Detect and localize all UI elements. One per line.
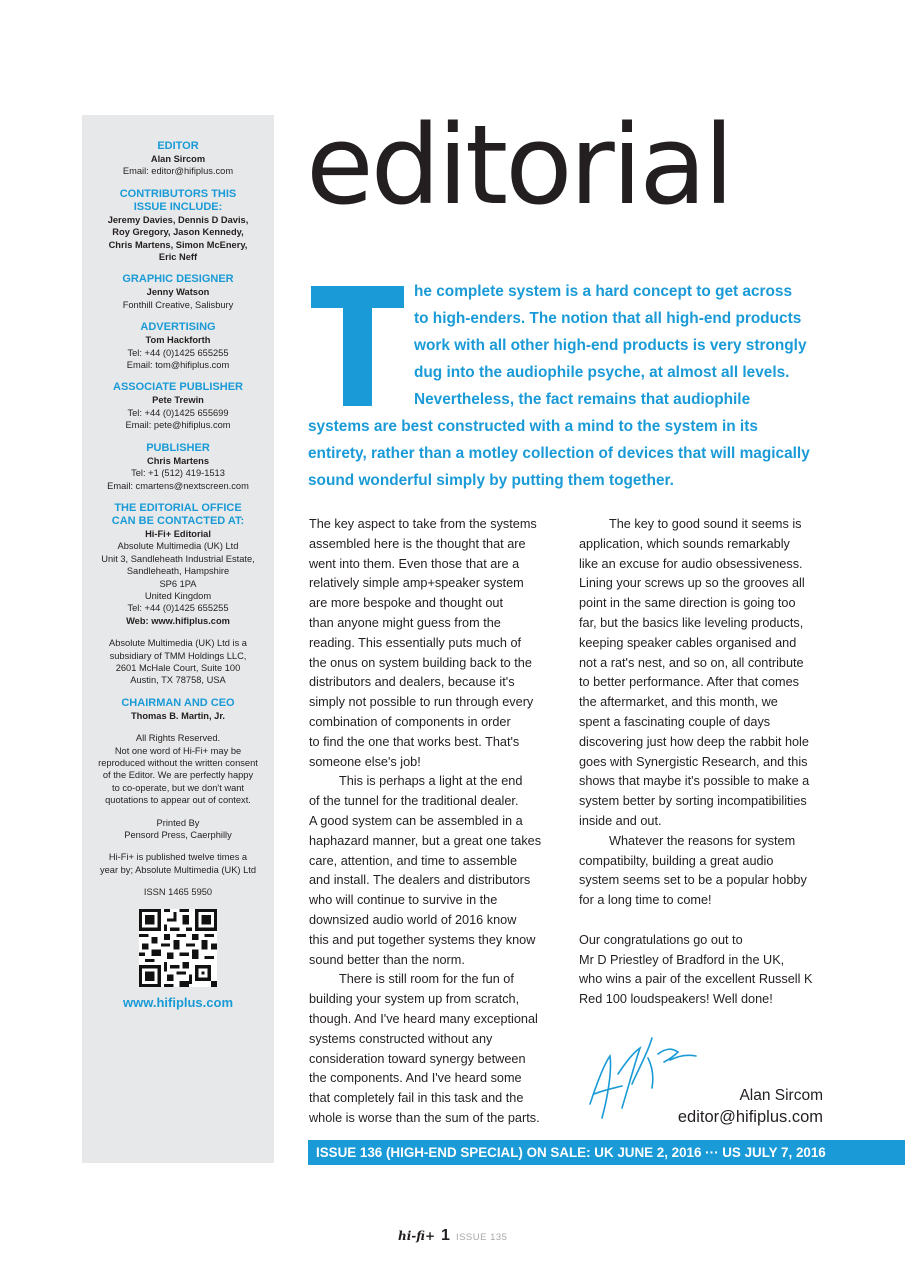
issn: ISSN 1465 5950 [143, 887, 213, 898]
intro-standfirst [308, 278, 828, 494]
body-line: far, but the basics like leveling products, [579, 615, 804, 630]
rights-line: reproduced without the written consent [98, 758, 258, 768]
body-line: whole is worse than the sum of the parts. [309, 1110, 540, 1125]
office-line: Absolute Multimedia (UK) Ltd [117, 541, 239, 552]
body-line: are more bespoke and thought out [309, 596, 503, 611]
subsidiary-line: subsidiary of TMM Holdings LLC, [109, 650, 247, 661]
issue-number: ISSUE 135 [455, 1232, 508, 1243]
published-line: year by; Absolute Multimedia (UK) Ltd [99, 864, 257, 875]
intro-line: dug into the audiophile psyche, at almost all levels. [414, 364, 790, 381]
intro-line: to high-enders. The notion that all high-end products [414, 310, 802, 327]
publisher-tel: Tel: +1 (512) 419-1513 [131, 468, 225, 479]
intro-line: entirety, rather than a motley collection of devices that will magically [308, 445, 810, 462]
intro-line: he complete system is a hard concept to get across [414, 283, 793, 300]
body-line: that completely fail in this task and the [309, 1091, 524, 1106]
associate-heading: ASSOCIATE PUBLISHER [113, 381, 243, 394]
subsidiary-line: Absolute Multimedia (UK) Ltd is a [109, 638, 247, 649]
body-line: to better performance. After that comes [579, 675, 800, 690]
body-line: sound better than the norm. [309, 952, 465, 967]
publisher-heading: PUBLISHER [146, 441, 210, 454]
advertising-tel: Tel: +44 (0)1425 655255 [127, 347, 229, 358]
office-line: Tel: +44 (0)1425 655255 [127, 603, 229, 614]
intro-line: systems are best constructed with a mind to the system in its [308, 418, 758, 435]
publisher-name: Chris Martens [147, 455, 209, 466]
associate-publisher-block [82, 381, 274, 431]
editor-email: Email: editor@hifiplus.com [122, 166, 234, 177]
body-line: and install. The dealers and distributors [309, 873, 531, 888]
website-link[interactable]: www.hifiplus.com [122, 994, 234, 1010]
body-line: There is still room for the fun of [339, 972, 514, 987]
body-line: went into them. Even those that are a [309, 556, 520, 571]
body-line: goes with Synergistic Research, and this [579, 754, 808, 769]
body-line: point in the same direction is going too [579, 596, 796, 611]
associate-name: Pete Trewin [152, 395, 204, 406]
body-line: of the tunnel for the traditional dealer. [309, 794, 519, 809]
subsidiary-block [82, 637, 274, 687]
rights-line: of the Editor. We are perfectly happy [102, 770, 254, 781]
editor-name: Alan Sircom [150, 154, 206, 164]
contributor-line: Roy Gregory, Jason Kennedy, [112, 227, 244, 238]
body-line: Mr D Priestley of Bradford in the UK, [579, 952, 785, 967]
contributors-heading-1: CONTRIBUTORS THIS [119, 187, 237, 200]
editor-heading: EDITOR [157, 140, 199, 152]
designer-name: Jenny Watson [146, 287, 210, 298]
intro-line: work with all other high-end products is very strongly [414, 337, 807, 354]
office-line: Sandleheath, Hampshire [126, 566, 230, 577]
page-footer [398, 1227, 507, 1245]
body-line: distributors and dealers, because it's [309, 675, 515, 690]
contributor-line: Eric Neff [158, 252, 198, 263]
body-line: who wins a pair of the excellent Russell K [579, 972, 813, 987]
body-line: discovering just how deep the rabbit hole [579, 734, 809, 749]
next-issue-banner: ISSUE 136 (HIGH-END SPECIAL) ON SALE: UK JUNE 2, 2016 ··· US JULY 7, 2016 [308, 1140, 905, 1165]
office-web: Web: www.hifiplus.com [126, 615, 230, 626]
contributors-block [82, 188, 274, 264]
office-block [82, 502, 274, 627]
body-line: this and put together systems they know [309, 932, 536, 947]
associate-email: Email: pete@hifiplus.com [125, 420, 231, 431]
body-line: like an excuse for audio obsessiveness. [579, 556, 803, 571]
body-line: shows that maybe it's possible to make a [579, 774, 810, 789]
body-line: the aftermarket, and this month, we [579, 695, 778, 710]
body-line: spent a fascinating couple of days [579, 714, 771, 729]
intro-line: Nevertheless, the fact remains that audiophile [414, 391, 751, 408]
body-line: keeping speaker cables organised and [579, 635, 797, 650]
subsidiary-line: 2601 McHale Court, Suite 100 [115, 662, 241, 673]
body-line: assembled here is the thought that are [309, 536, 526, 551]
issn-block [82, 886, 274, 898]
body-line: The key aspect to take from the systems [309, 517, 537, 531]
hifi-plus-logo: hi-fi+ [398, 1229, 436, 1243]
body-line: simply not possible to run through every [309, 695, 534, 710]
body-line: not a rat's nest, and so on, all contribute [579, 655, 804, 670]
body-line: Red 100 loudspeakers! Well done! [579, 992, 773, 1007]
associate-tel: Tel: +44 (0)1425 655699 [127, 407, 229, 418]
contributors-heading-2: ISSUE INCLUDE: [133, 200, 223, 213]
rights-line: All Rights Reserved. [135, 733, 221, 744]
body-line: to find the one that works best. That's [309, 734, 520, 749]
body-line: reading. This essentially puts much of [309, 635, 522, 650]
body-column-2 [579, 515, 831, 1010]
publisher-email: Email: cmartens@nextscreen.com [107, 480, 249, 491]
rights-line: Not one word of Hi-Fi+ may be [114, 745, 242, 756]
advertising-heading: ADVERTISING [140, 321, 216, 334]
body-line: system better by sorting incompatibilities [579, 794, 807, 809]
body-line: building your system up from scratch, [309, 992, 520, 1007]
body-line: inside and out. [579, 813, 662, 828]
body-line: consideration toward synergy between [309, 1051, 526, 1066]
body-line: Whatever the reasons for system [609, 833, 796, 848]
body-line: than anyone might guess from the [309, 615, 501, 630]
body-line [579, 911, 831, 931]
printed-block [82, 817, 274, 842]
office-line: Unit 3, Sandleheath Industrial Estate, [101, 553, 255, 564]
rights-line: quotations to appear out of context. [105, 795, 251, 806]
contributor-line: Jeremy Davies, Dennis D Davis, [107, 214, 249, 225]
body-column-1 [309, 515, 561, 1129]
body-line: though. And I've heard many exceptional [309, 1011, 538, 1026]
masthead-sidebar [82, 115, 274, 1163]
signature-email[interactable]: editor@hifiplus.com [677, 1108, 823, 1126]
body-line: who will continue to survive in the [309, 893, 498, 908]
office-line: SP6 1PA [159, 578, 197, 589]
contributor-line: Chris Martens, Simon McEnery, [108, 239, 248, 250]
subsidiary-line: Austin, TX 78758, USA [130, 675, 226, 686]
advertising-name: Tom Hackforth [145, 335, 211, 346]
designer-company: Fonthill Creative, Salisbury [122, 299, 234, 310]
office-heading-1: THE EDITORIAL OFFICE [114, 501, 242, 514]
publisher-block [82, 442, 274, 492]
page-title: editorial [306, 101, 732, 229]
chairman-name: Thomas B. Martin, Jr. [130, 710, 226, 721]
body-line: relatively simple amp+speaker system [309, 576, 524, 591]
rights-block [82, 732, 274, 806]
printed-line: Pensord Press, Caerphilly [124, 830, 232, 841]
editor-block [82, 140, 274, 178]
body-line: for a long time to come! [579, 893, 712, 908]
body-line: A good system can be assembled in a [309, 813, 523, 828]
chairman-block [82, 697, 274, 722]
published-block [82, 851, 274, 876]
signature-name: Alan Sircom [739, 1087, 823, 1104]
qr-code-icon[interactable] [139, 909, 217, 987]
advertising-email: Email: tom@hifiplus.com [126, 360, 230, 371]
office-line: United Kingdom [144, 590, 212, 601]
body-line: haphazard manner, but a great one takes [309, 833, 542, 848]
body-line: compatibilty, building a great audio [579, 853, 774, 868]
body-line: systems constructed without any [309, 1031, 493, 1046]
office-name: Hi-Fi+ Editorial [145, 528, 211, 539]
body-line: The key to good sound it seems is [609, 517, 802, 531]
body-line: downsized audio world of 2016 know [309, 912, 517, 927]
designer-heading: GRAPHIC DESIGNER [122, 273, 234, 286]
office-heading-2: CAN BE CONTACTED AT: [111, 514, 245, 527]
body-line: Our congratulations go out to [579, 932, 743, 947]
chairman-heading: CHAIRMAN AND CEO [121, 696, 235, 709]
advertising-block [82, 321, 274, 371]
published-line: Hi-Fi+ is published twelve times a [108, 852, 248, 863]
body-line: This is perhaps a light at the end [339, 774, 523, 789]
body-line: the onus on system building back to the [309, 655, 532, 670]
intro-line: sound wonderful simply by putting them together. [308, 472, 674, 489]
body-line: Lining your screws up so the grooves all [579, 576, 805, 591]
body-line: care, attention, and time to assemble [309, 853, 518, 868]
designer-block [82, 273, 274, 311]
body-line: the components. And I've heard some [309, 1071, 522, 1086]
body-line: someone else's job! [309, 754, 421, 769]
body-line: application, which sounds remarkably [579, 536, 790, 551]
page-number: 1 [441, 1227, 450, 1244]
printed-line: Printed By [156, 817, 200, 828]
body-line: system seems set to be a popular hobby [579, 873, 807, 888]
body-line: combination of components in order [309, 714, 511, 729]
rights-line: to co-operate, but we don't want [111, 782, 244, 793]
